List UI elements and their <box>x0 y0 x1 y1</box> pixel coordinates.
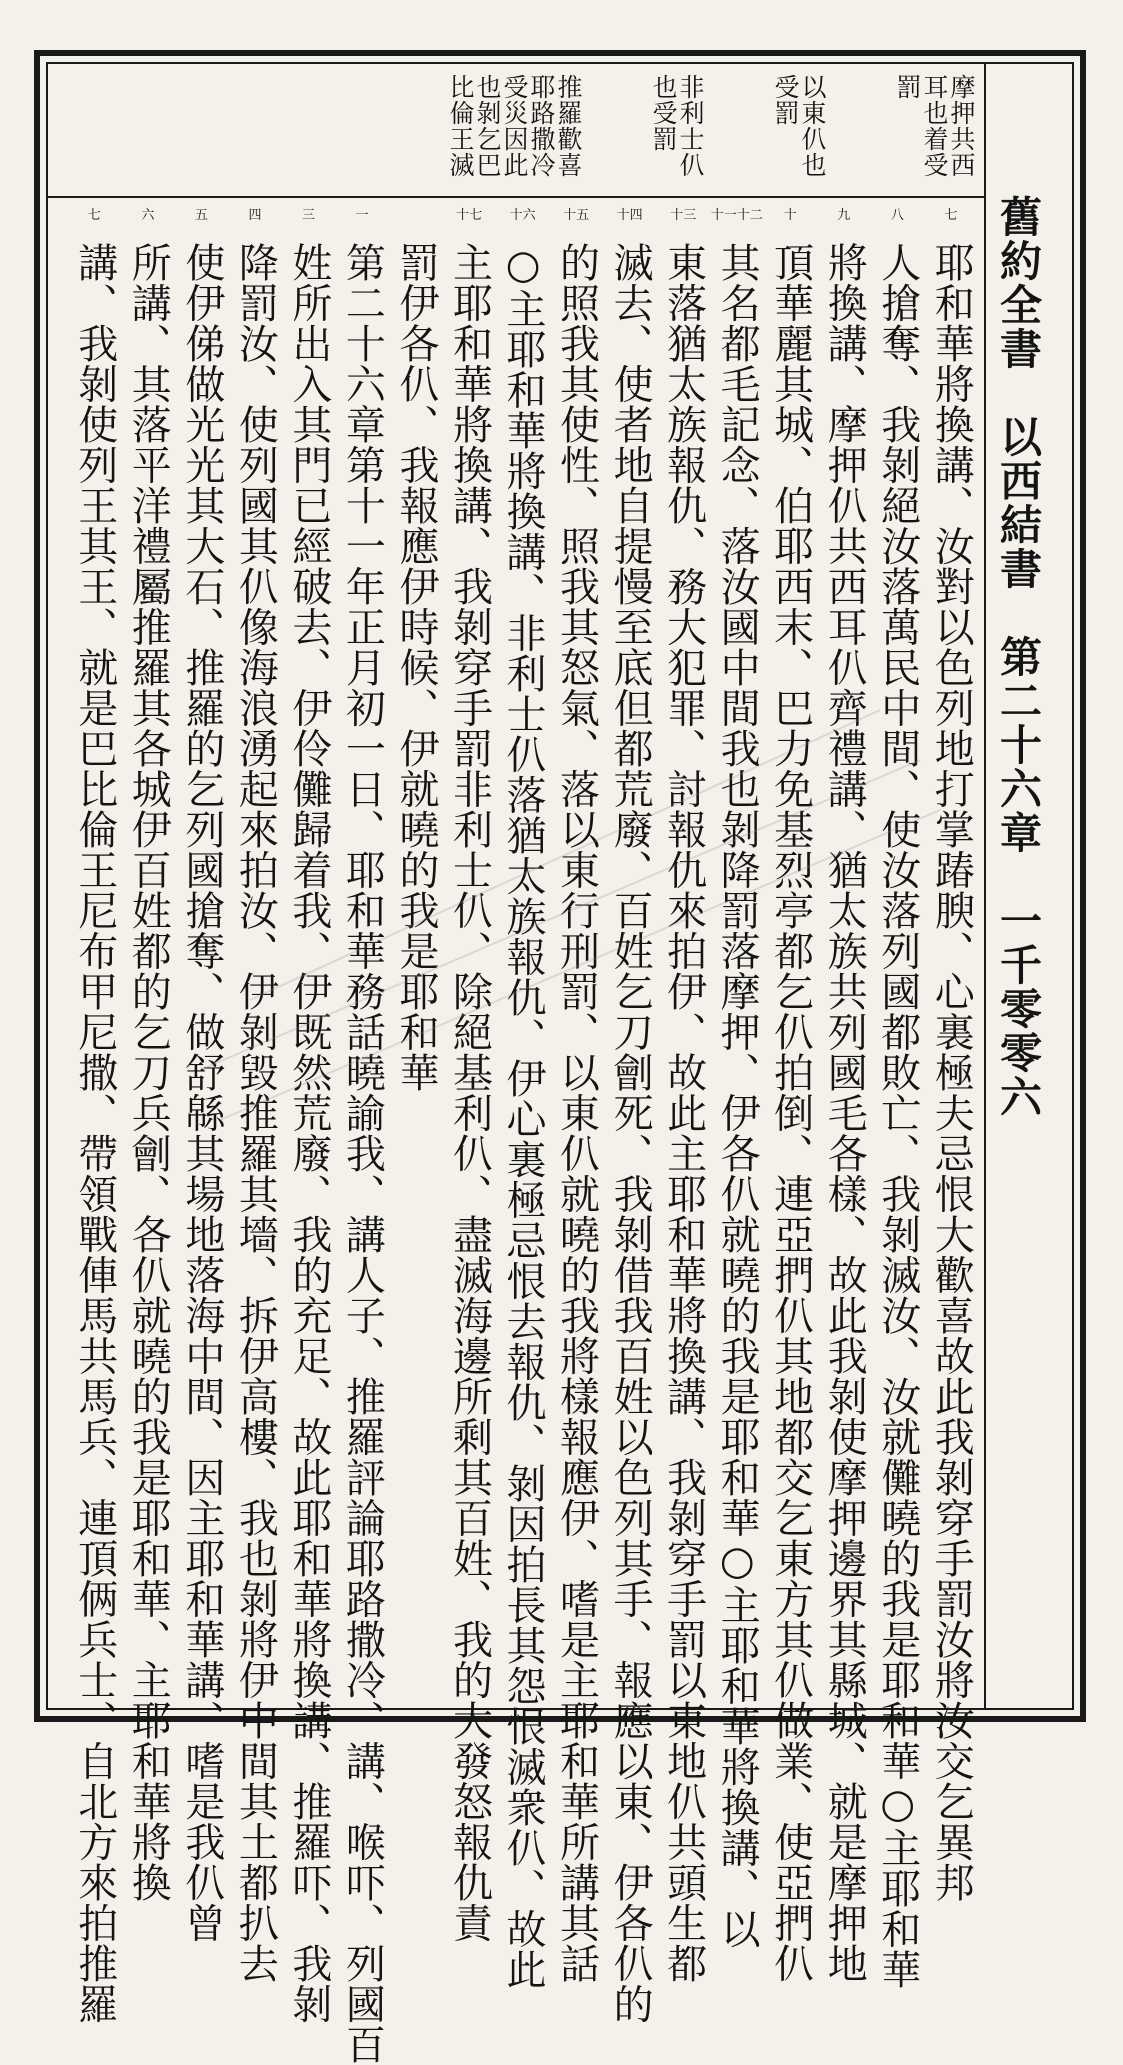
text-column <box>334 208 388 2065</box>
text-column <box>548 208 602 1984</box>
text-column <box>762 208 816 1984</box>
verse-number: 五 <box>194 208 208 223</box>
text-columns <box>66 208 976 2065</box>
column-text: 人搶奪、我剝絕汝落萬民中間、使汝落列國都敗亡、我剝滅汝、汝就儺曉的我是耶和華○主耶和華 <box>874 242 921 1990</box>
column-text: 滅去、使者地自提慢至底但都荒廢、百姓乞刀劊死、我剝借我百姓以色列其手、報應以東、伊各仈的 <box>607 242 654 2024</box>
column-text: 第二十六章第十一年正月初一日、耶和華務話曉諭我、講人子、推羅評論耶路撒冷、講、喉吓、列國百 <box>339 242 386 2065</box>
column-text: 將換講、摩押仈共西耳仈齊禮講、猶太族共列國毛各樣、故此我剝使摩押邊界其縣城、就是摩押地 <box>821 242 868 1984</box>
verse-number: 七 <box>87 208 101 223</box>
column-text: ○主耶和華將換講、非利士仈落猶太族報仇、伊心裏極忌恨去報仇、剝因拍長其怨恨滅衆仈、故此 <box>500 242 547 1990</box>
note-tyre: 推羅歡喜耶路撒冷受災因此也剝乞巴比倫王滅 <box>446 74 583 178</box>
text-column <box>227 208 281 1984</box>
text-column <box>280 208 334 2024</box>
verse-number: 十 <box>783 208 797 223</box>
verse-number: 十一十二 <box>710 208 763 223</box>
column-text: 耶和華將換講、汝對以色列地打掌踳腴、心裏極夫忌恨大歡喜故此我剝穿手罰汝將汝交乞異邦 <box>928 242 975 1903</box>
text-column <box>494 208 548 1990</box>
column-text: 降罰汝、使列國其仈像海浪湧起來拍汝、伊剝毀推羅其墻、拆伊高樓、我也剝將伊中間其土都扒去 <box>232 242 279 1984</box>
text-column <box>708 208 763 1949</box>
verse-number: 十七 <box>456 208 483 223</box>
verse-number: 十三 <box>670 208 697 223</box>
running-head: 舊約全書 以西結書 第二十六章 一千零零六 <box>994 195 1043 1119</box>
text-column <box>387 208 441 1708</box>
text-column <box>66 208 120 2024</box>
verse-number: 十六 <box>509 208 536 223</box>
column-text: 使伊俤做光光其大石、推羅的乞列國搶奪、做舒緜其場地落海中間、因主耶和華講、嗜是我仈曾 <box>178 242 225 1943</box>
verse-number: 十五 <box>563 208 590 223</box>
verse-number: 一 <box>355 208 369 223</box>
text-column <box>120 208 174 1903</box>
verse-number: 四 <box>248 208 262 223</box>
text-column <box>655 208 709 1984</box>
column-text: 其名都毛記念、落汝國中間我也剝降罰落摩押、伊各仈就曉的我是耶和華○主耶和華將換講、以 <box>714 242 761 1949</box>
text-column <box>601 208 655 2024</box>
text-column <box>173 208 227 1943</box>
column-text: 的照我其使性、照我其怒氣、落以東行刑罰、以東仈就曉的我將樣報應伊、嗜是主耶和華所講其話 <box>553 242 600 1984</box>
verse-number: 八 <box>890 208 904 223</box>
text-column <box>815 208 869 1984</box>
column-text: 所講、其落平洋禮屬推羅其各城伊百姓都的乞刀兵劊、各仈就曉的我是耶和華、主耶和華將換 <box>125 242 172 1903</box>
top-notes <box>195 74 975 194</box>
text-column <box>441 208 495 1943</box>
note-moab: 摩押共西耳也着受罰 <box>893 74 976 178</box>
notes-divider <box>48 196 984 198</box>
note-edom: 以東仈也受罰 <box>771 74 827 178</box>
column-text: 主耶和華將換講、我剝穿手罰非利士仈、除絕基利仈、盡滅海邊所剩其百姓、我的大發怒報仇責 <box>446 242 493 1943</box>
verse-number: 九 <box>837 208 851 223</box>
text-column <box>922 208 976 1903</box>
column-text: 姓所出入其門已經破去、伊伶儺歸着我、伊既然荒廢、我的充足、故此耶和華將換講、推羅吓、我剝 <box>285 242 332 2024</box>
verse-number: 六 <box>141 208 155 223</box>
text-column <box>869 208 923 1990</box>
verse-number: 三 <box>301 208 315 223</box>
column-text: 頂華麗其城、伯耶西末、巴力免基烈亭都乞仈拍倒、連亞捫仈其地都交乞東方其仈做業、使亞捫仈 <box>767 242 814 1984</box>
margin-divider <box>984 62 986 1710</box>
column-text: 罰伊各仈、我報應伊時候、伊就曉的我是耶和華 <box>392 242 439 1093</box>
note-philistines: 非利士仈也受罰 <box>649 74 705 178</box>
column-text: 東落猶太族報仇、務大犯罪、討報仇來拍伊、故此主耶和華將換講、我剝穿手罰以東地仈共頭生都 <box>660 242 707 1984</box>
verse-number: 十四 <box>616 208 643 223</box>
column-text: 講、我剝使列王其王、就是巴比倫王尼布甲尼撒、帶領戰俥馬共馬兵、連頂俩兵士、自北方來拍推羅 <box>71 242 118 2024</box>
verse-number: 七 <box>944 208 958 223</box>
